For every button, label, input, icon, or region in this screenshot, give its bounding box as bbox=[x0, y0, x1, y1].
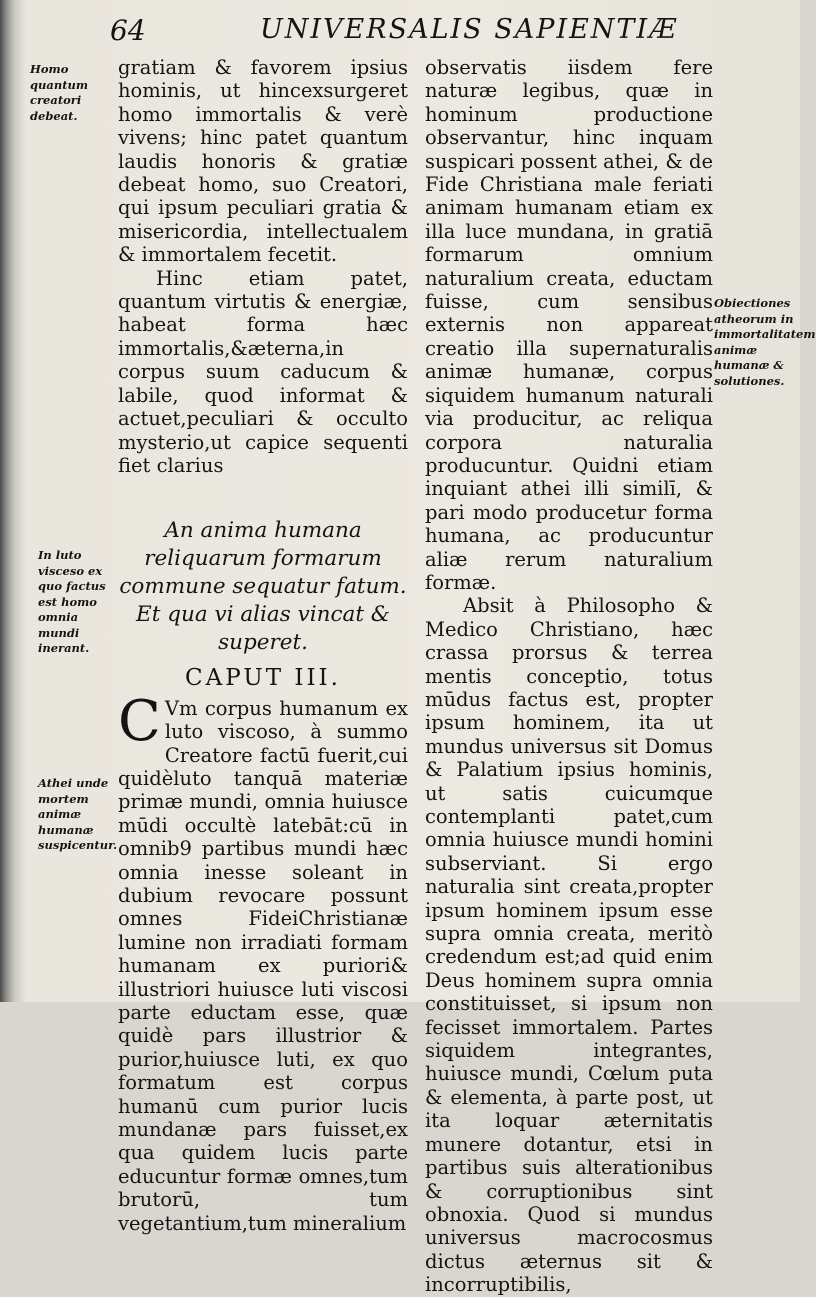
page-header bbox=[110, 14, 710, 54]
right-column bbox=[425, 56, 713, 1297]
section-heading: An anima humana reliquarum formarum commune sequatur fatum. Et qua vi alias vincat & superet. bbox=[119, 518, 407, 656]
running-head: UNIVERSALIS SAPIENTIÆ bbox=[260, 14, 679, 45]
right-paragraph-1: observatis iisdem fere naturæ legibus, quæ in hominum productione observantur, hinc inquam suspicari possent athei, & de Fide Christiana male feriati animam humanam etiam ex illa luce mundana, in gratiā formarum omnium naturalium creata, eductam fuisse, cum sensibus externis non appareat creatio illa supernaturalis animæ humanæ, corpus siquidem humanum naturali via producitur, ac reliqua corpora naturalia producuntur. Quidni etiam inquiant athei illi similī, & pari modo producetur forma humana, ac producuntur aliæ rerum naturalium formæ. bbox=[425, 56, 713, 594]
right-paragraph-2: Absit à Philosopho & Medico Christiano, hæc crassa prorsus & terrea mentis conceptio, totus mūdus factus est, propter ipsum hominem, ita ut mundus universus sit Domus & Palatium ipsius hominis, ut satis cuicumque contemplanti patet,cum omnia huiusce mundi homini subserviant. Si ergo naturalia sint creata,propter ipsum hominem ipsum esse supra omnia creata, meritò credendum est;ad quid enim Deus hominem supra omnia constituisset, si ipsum non fecisset immortalem. Partes siquidem integrantes, huiusce mundi, Cœlum puta & elementa, à parte post, ut ita loquar æternitatis munere dotantur, etsi in partibus suis alterationibus & corruptionibus sint obnoxia. Quod si mundus universus macrocosmus dictus æternus sit & incorruptibilis, bbox=[425, 594, 713, 1297]
marginal-note-obiectiones: Obiectiones atheorum in immortalitatem animæ humanæ & solutiones. bbox=[714, 296, 816, 388]
drop-capital: C bbox=[118, 688, 161, 754]
left-paragraph-1: gratiam & favorem ipsius hominis, ut hincexsurgeret homo immortalis & verè vivens; hinc patet quantum laudis honoris & gratiæ debeat homo, suo Creatori, qui ipsum peculiari gratia & misericordia, intellectualem & immortalem fecetit. bbox=[118, 56, 408, 267]
marginal-note-luto: In luto visceso ex quo factus est homo omnia mundi inerant. bbox=[38, 548, 106, 655]
left-paragraph-3-text: Vm corpus humanum ex luto viscoso, à summo Creatore factū fuerit,cui quidèluto tanquā materiæ primæ mundi, omnia huiusce mūdi occultè latebāt:cū in omnib9 partibus mundi hæc omnia inesse soleant in dubium revocare possunt omnes FideiChristianæ lumine non irradiati formam humanam ex puriori& illustriori huiusce luti viscosi parte eductam esse, quæ quidè pars illustrior & purior,huiusce luti, ex quo formatum est corpus humanū cum purior lucis mundanæ pars fuisset,ex qua quidem lucis parte educuntur formæ omnes,tum brutorū, tum vegetantium,tum mineralium bbox=[118, 696, 408, 1235]
page-number: 64 bbox=[110, 14, 146, 47]
marginal-note-homo: Homo quantum creatori debeat. bbox=[30, 62, 89, 123]
left-paragraph-2: Hinc etiam patet, quantum virtutis & energiæ, habeat forma hæc immortalis,&æterna,in corpus suum caducum & labile, quod informat & actuet,peculiari & occulto mysterio,ut capice sequenti fiet clarius bbox=[118, 266, 408, 477]
left-paragraph-3 bbox=[118, 688, 408, 1235]
chapter-title: CAPUT III. bbox=[185, 665, 341, 692]
left-column bbox=[118, 56, 408, 1235]
marginal-note-athei: Athei unde mortem animæ humanæ suspicentur. bbox=[38, 776, 118, 852]
